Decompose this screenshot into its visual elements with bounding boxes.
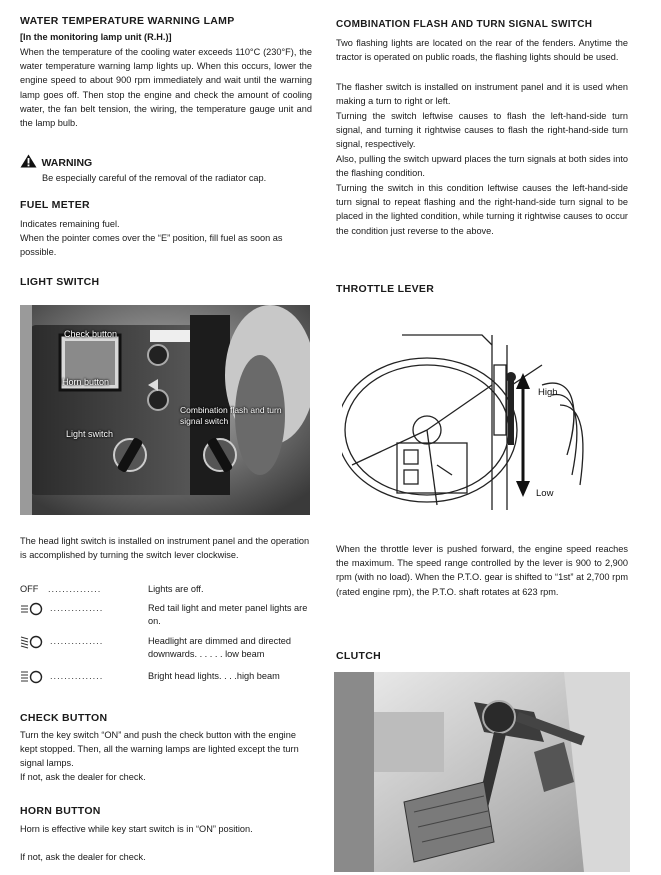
water-temp-body: When the temperature of the cooling water exceeds 110°C (230°F), the water temperature warning lamp lights up. When this occurs, lower the engine speed to about 900 rpm immediately and wait until the warning lamp goes off. Then stop the engine and check the amount of cooling water, the fan belt tension, the wiring, the temperature gauge unit and the lamp bulb. — [20, 47, 312, 129]
horn-button-body: Horn is effective while key start switch is in “ON” position. — [20, 824, 253, 834]
water-temp-title: WATER TEMPERATURE WARNING LAMP — [20, 15, 235, 27]
throttle-low-label: Low — [536, 488, 554, 499]
combination-p4: Also, pulling the switch upward places the turn signals at both sides into the flashing condition. — [336, 154, 628, 179]
throttle-lever-drawing — [342, 325, 602, 510]
light-switch-intro: The head light switch is installed on instrument panel and the operation is accomplished by turning the switch lever clockwise. — [20, 536, 310, 561]
combination-p3: Turning the switch leftwise causes to flash the left-hand-side turn signal, and turning it rightwise causes to flash the right-hand-side turn signal, respectively. — [336, 111, 628, 150]
switch-position-off — [20, 583, 312, 596]
light-switch-title: LIGHT SWITCH — [20, 276, 100, 288]
horn-button-body2: If not, ask the dealer for check. — [20, 852, 146, 862]
fuel-meter-title: FUEL METER — [20, 199, 90, 211]
low-beam-icon — [20, 635, 46, 649]
warning-triangle-icon — [20, 154, 37, 168]
switch-position-low-beam — [20, 635, 312, 663]
switch-desc: Red tail light and meter panel lights are on. — [148, 603, 308, 626]
clutch-title: CLUTCH — [336, 650, 381, 662]
fuel-line1: Indicates remaining fuel. — [20, 219, 120, 229]
dots: ............... — [50, 636, 104, 646]
switch-position-tail — [20, 602, 312, 630]
clutch-photo — [334, 672, 630, 872]
switch-key-off: OFF — [20, 584, 39, 594]
check-button-body2: If not, ask the dealer for check. — [20, 772, 146, 782]
warning-heading — [20, 153, 92, 171]
throttle-body: When the throttle lever is pushed forward, the engine speed reaches the maximum. The speed range controlled by the lever is 900 to 2,900 rpm (with no load). When the P.T.O. gear is shifted to “1st” at 2,700 rpm (rated engine rpm), the P.T.O. shaft rotates at 623 rpm. — [336, 544, 628, 597]
throttle-line-drawing — [342, 325, 602, 510]
dots: ............... — [48, 584, 102, 594]
combination-p2: The flasher switch is installed on instrument panel and it is used when making a turn to right or left. — [336, 82, 628, 107]
label-combination-switch: Combination flash and turn signal switch — [180, 405, 282, 426]
throttle-lever-title: THROTTLE LEVER — [336, 283, 435, 295]
check-button-title: CHECK BUTTON — [20, 712, 108, 724]
label-horn-button: Horn button — [62, 377, 110, 387]
combination-p1: Two flashing lights are located on the rear of the fenders. Anytime the tractor is operated on public roads, the flashing lights should be used. — [336, 38, 628, 63]
fuel-line2: When the pointer comes over the “E” position, fill fuel as soon as possible. — [20, 233, 283, 258]
combination-p5: Turning the switch in this condition leftwise causes the left-hand-side turn signal to repeat flashing and the right-hand-side turn signal to be placed in the lighted condition, while turning it rightwise causes to occur the condition just reverse to the above. — [336, 183, 628, 236]
throttle-high-label: High — [538, 387, 558, 398]
switch-desc: Bright head lights. . . .high beam — [148, 671, 280, 681]
tail-light-icon — [20, 602, 46, 616]
instrument-panel-photo — [20, 305, 310, 515]
high-beam-icon — [20, 670, 46, 684]
label-light-switch: Light switch — [66, 429, 114, 439]
warning-text: Be especially careful of the removal of the radiator cap. — [42, 173, 267, 183]
combination-switch-title: COMBINATION FLASH AND TURN SIGNAL SWITCH — [336, 19, 593, 30]
label-check-button: Check button — [64, 329, 118, 339]
check-button-body: Turn the key switch “ON” and push the check button with the engine kept stopped. Then, all the warning lamps are lighted except the turn signal lamps. — [20, 730, 299, 769]
warning-label: WARNING — [41, 157, 93, 169]
dots: ............... — [50, 671, 104, 681]
dots: ............... — [50, 603, 104, 613]
horn-button-title: HORN BUTTON — [20, 805, 101, 817]
switch-desc: Lights are off. — [148, 584, 204, 594]
clutch-image — [334, 672, 630, 872]
switch-desc: Headlight are dimmed and directed downwards. . . . . . low beam — [148, 636, 291, 659]
water-temp-subtitle: [In the monitoring lamp unit (R.H.)] — [20, 32, 172, 42]
